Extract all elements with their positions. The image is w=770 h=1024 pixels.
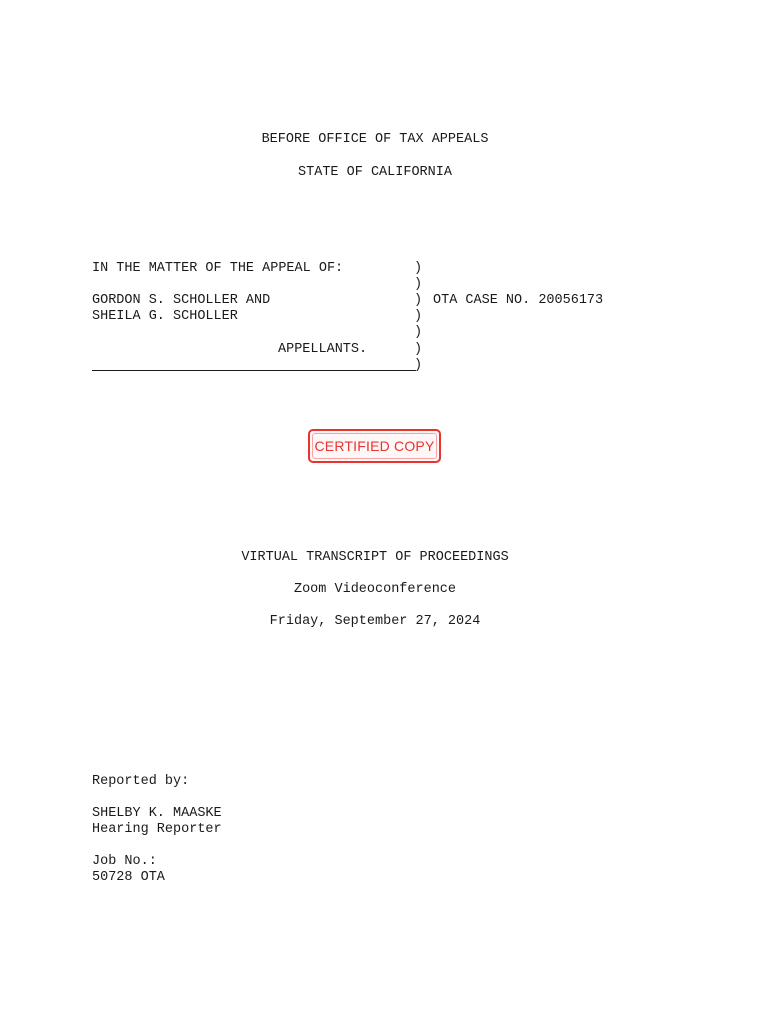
caption-appellants-label: APPELLANTS. — [278, 342, 368, 357]
reporter-name: SHELBY K. MAASKE — [92, 806, 222, 821]
header-state: STATE OF CALIFORNIA — [298, 165, 452, 180]
caption-paren: ) — [414, 309, 423, 324]
caption-underline — [92, 370, 416, 371]
certified-copy-stamp — [308, 429, 441, 463]
header-office: BEFORE OFFICE OF TAX APPEALS — [261, 132, 489, 147]
job-number: 50728 OTA — [92, 870, 165, 885]
caption-appellant-1: GORDON S. SCHOLLER AND — [92, 293, 271, 308]
caption-paren: ) — [414, 261, 423, 276]
stamp-text: CERTIFIED COPY — [314, 438, 435, 454]
reporter-role: Hearing Reporter — [92, 822, 222, 837]
caption-paren: ) — [414, 325, 423, 340]
caption-matter: IN THE MATTER OF THE APPEAL OF: — [92, 261, 344, 276]
caption-appellant-2: SHEILA G. SCHOLLER — [92, 309, 238, 324]
caption-paren: ) — [414, 293, 423, 308]
transcript-date: Friday, September 27, 2024 — [269, 614, 481, 629]
caption-paren: ) — [414, 277, 423, 292]
transcript-title: VIRTUAL TRANSCRIPT OF PROCEEDINGS — [241, 550, 509, 565]
caption-paren: ) — [414, 342, 423, 357]
job-number-label: Job No.: — [92, 854, 157, 869]
transcript-venue: Zoom Videoconference — [293, 582, 457, 597]
caption-paren: ) — [414, 358, 423, 373]
case-number: OTA CASE NO. 20056173 — [433, 293, 604, 308]
reported-by-label: Reported by: — [92, 774, 190, 789]
